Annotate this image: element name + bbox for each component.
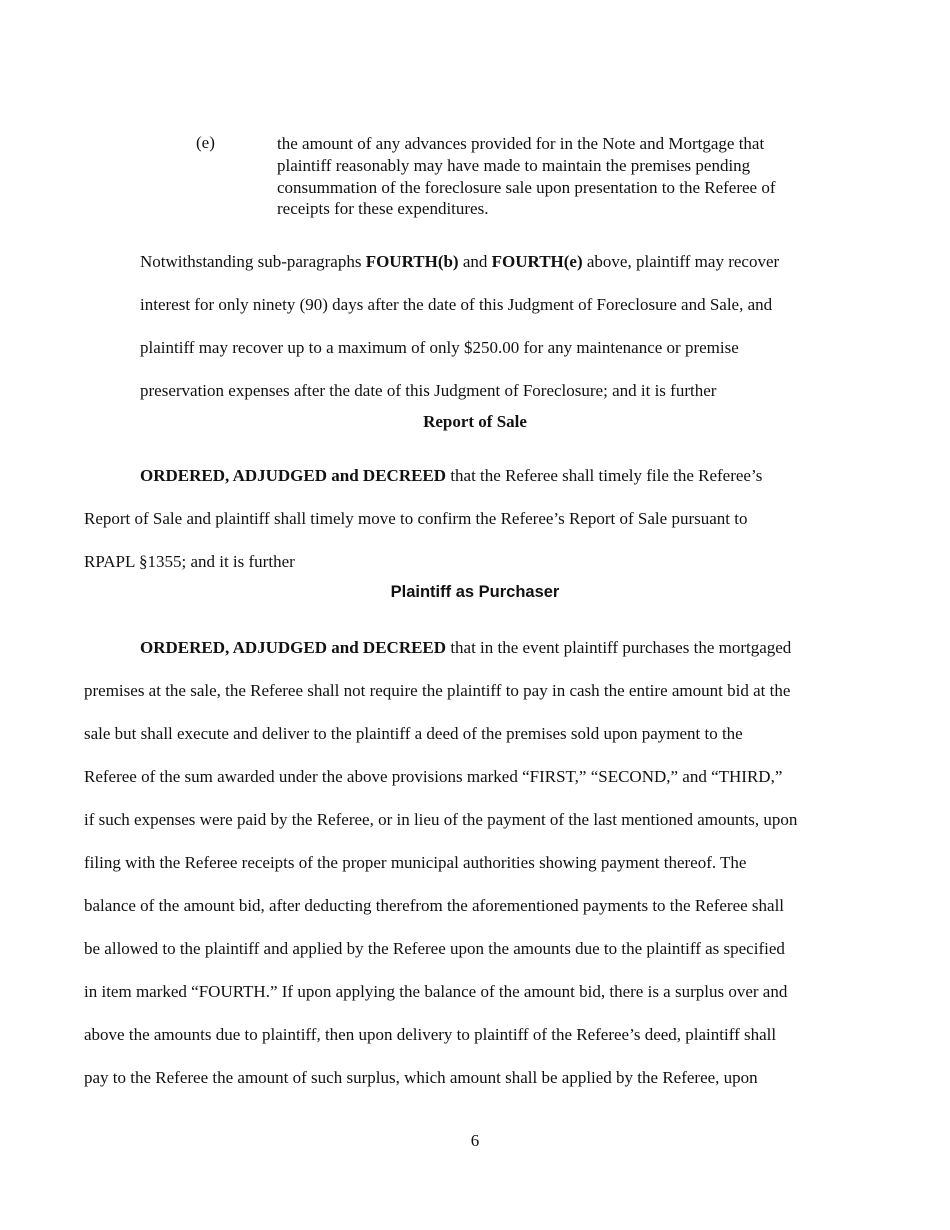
text-line: preservation expenses after the date of this Judgment of Foreclosure; and it is further bbox=[140, 381, 717, 400]
text-line: premises at the sale, the Referee shall not require the plaintiff to pay in cash the entire amount bid at the bbox=[84, 681, 791, 700]
text-line: Report of Sale and plaintiff shall timely move to confirm the Referee’s Report of Sale pursuant to bbox=[84, 509, 748, 528]
text-line: plaintiff may recover up to a maximum of only $250.00 for any maintenance or premise bbox=[140, 338, 739, 357]
text-line bbox=[84, 626, 868, 669]
ordered-lead: ORDERED, ADJUDGED and DECREED bbox=[140, 638, 447, 657]
list-item-text bbox=[277, 133, 837, 220]
text-line: in item marked “FOURTH.” If upon applying the balance of the amount bid, there is a surplus over and bbox=[84, 982, 788, 1001]
text-line bbox=[140, 240, 860, 283]
page-number: 6 bbox=[470, 1131, 480, 1150]
text-line: RPAPL §1355; and it is further bbox=[84, 552, 295, 571]
text-line: the amount of any advances provided for in the Note and Mortgage that bbox=[277, 134, 765, 153]
text-span: and bbox=[458, 252, 492, 271]
text-line: sale but shall execute and deliver to the plaintiff a deed of the premises sold upon payment to the bbox=[84, 724, 743, 743]
plaintiff-as-purchaser-paragraph bbox=[84, 626, 868, 1099]
text-line: interest for only ninety (90) days after the date of this Judgment of Foreclosure and Sale, and bbox=[140, 295, 773, 314]
reference-fourth-e: FOURTH(e) bbox=[491, 252, 583, 271]
notwithstanding-paragraph bbox=[140, 240, 860, 412]
text-line bbox=[84, 454, 868, 497]
section-heading-plaintiff-as-purchaser: Plaintiff as Purchaser bbox=[390, 583, 560, 601]
section-heading-report-of-sale: Report of Sale bbox=[423, 412, 527, 431]
text-span: above, plaintiff may recover bbox=[582, 252, 780, 271]
reference-fourth-b: FOURTH(b) bbox=[365, 252, 459, 271]
text-line: plaintiff reasonably may have made to maintain the premises pending bbox=[277, 155, 751, 175]
text-line: consummation of the foreclosure sale upon presentation to the Referee of bbox=[277, 177, 776, 197]
text-line: Referee of the sum awarded under the above provisions marked “FIRST,” “SECOND,” and “THIRD,” bbox=[84, 767, 783, 786]
report-of-sale-paragraph bbox=[84, 454, 868, 583]
text-line: balance of the amount bid, after deducting therefrom the aforementioned payments to the Referee shall bbox=[84, 896, 785, 915]
text-line: pay to the Referee the amount of such surplus, which amount shall be applied by the Referee, upon bbox=[84, 1068, 758, 1087]
text-line: be allowed to the plaintiff and applied by the Referee upon the amounts due to the plaintiff as specified bbox=[84, 939, 785, 958]
text-span: that the Referee shall timely file the Referee’s bbox=[446, 466, 763, 485]
text-line: if such expenses were paid by the Referee, or in lieu of the payment of the last mentioned amounts, upon bbox=[84, 810, 798, 829]
text-span: that in the event plaintiff purchases the mortgaged bbox=[446, 638, 792, 657]
text-line: above the amounts due to plaintiff, then upon delivery to plaintiff of the Referee’s deed, plaintiff shall bbox=[84, 1025, 777, 1044]
text-span: Notwithstanding sub-paragraphs bbox=[140, 252, 366, 271]
text-line: receipts for these expenditures. bbox=[277, 199, 489, 219]
text-line: filing with the Referee receipts of the proper municipal authorities showing payment thereof. The bbox=[84, 853, 747, 872]
list-marker: (e) bbox=[196, 133, 215, 152]
ordered-lead: ORDERED, ADJUDGED and DECREED bbox=[140, 466, 447, 485]
